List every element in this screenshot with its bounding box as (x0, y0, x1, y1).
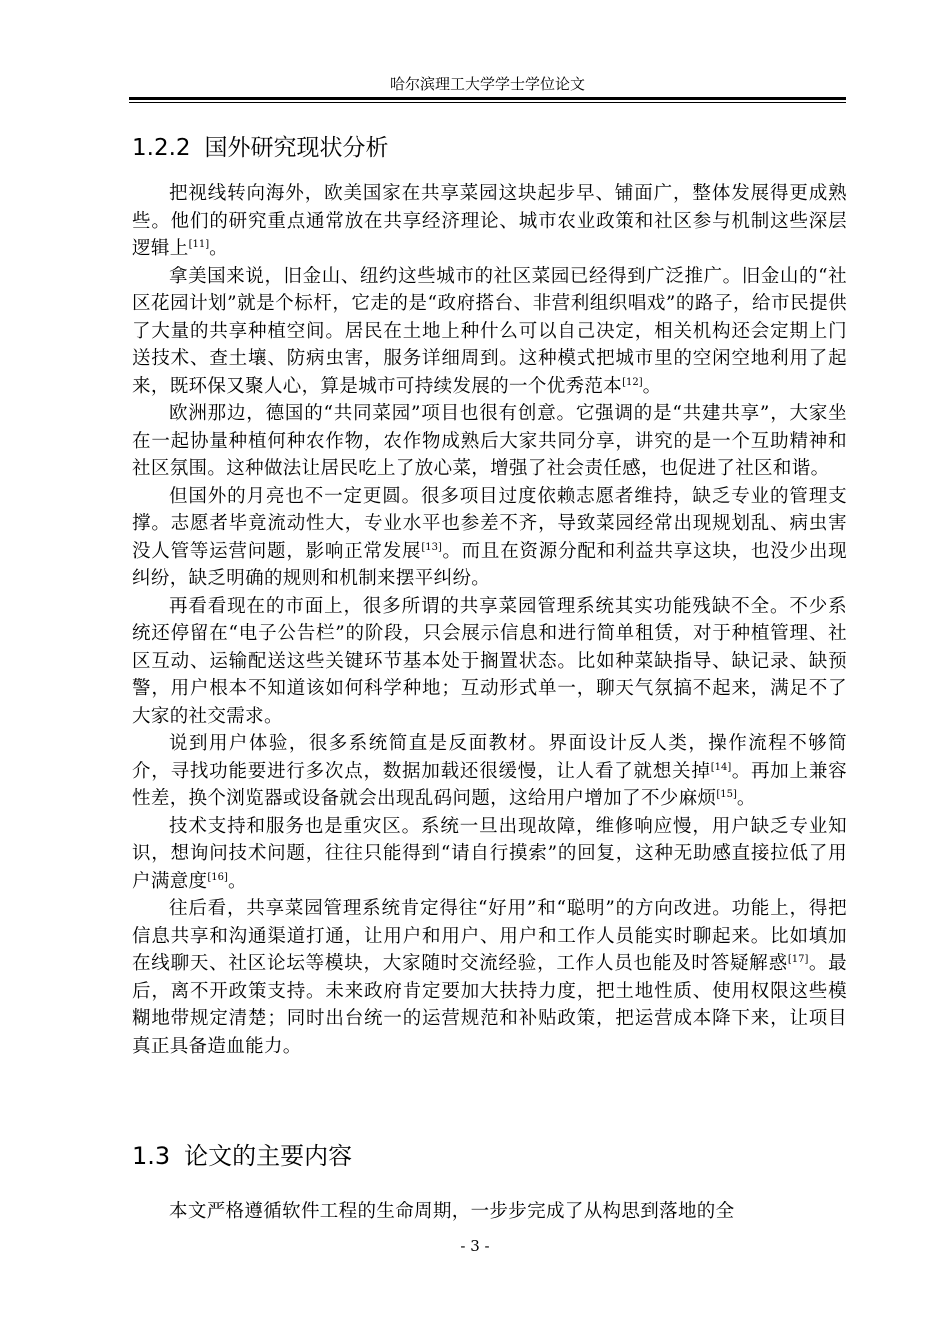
citation: [15] (716, 788, 737, 800)
citation: [12] (622, 376, 643, 388)
section-heading-1-3 (132, 1141, 352, 1171)
paragraph-text: 说到用户体验，很多系统简直是反面教材。界面设计反人类，操作流程不够简介，寻找功能要进行多次点，数据加载还很缓慢，让人看了就想关掉 (132, 733, 847, 782)
running-header: 哈尔滨理工大学学士学位论文 (389, 75, 585, 93)
paragraph-text: 把视线转向海外，欧美国家在共享菜园这块起步早、铺面广，整体发展得更成熟些。他们的研究重点通常放在共享经济理论、城市农业政策和社区参与机制这些深层逻辑上 (132, 183, 847, 259)
section-title: 国外研究现状分析 (204, 135, 389, 161)
page-number: - 3 - (460, 1237, 490, 1255)
header-rule-thin (129, 102, 846, 103)
paragraph-text: 往后看，共享菜园管理系统肯定得往“好用”和“聪明”的方向改进。功能上，得把信息共享和沟通渠道打通，让用户和用户、用户和工作人员能实时聊起来。比如填加在线聊天、社区论坛等模块，大家随时交流经验，工作人员也能及时答疑解惑 (132, 898, 847, 974)
paragraph-text: 再看看现在的市面上，很多所谓的共享菜园管理系统其实功能残缺不全。不少系统还停留在“电子公告栏”的阶段，只会展示信息和进行简单租赁，对于种植管理、社区互动、运输配送这些关键环节基本处于搁置状态。比如种菜缺指导、缺记录、缺预警，用户根本不知道该如何科学种地；互动形式单一，聊天气氛搞不起来，满足不了大家的社交需求。 (132, 595, 847, 727)
paragraph-tail: 。 (227, 870, 247, 892)
citation: [14] (710, 761, 732, 773)
paragraph-tail: 。最后，离不开政策支持。未来政府肯定要加大扶持力度，把土地性质、使用权限这些模糊地带规定清楚；同时出台统一的运营规范和补贴政策，把运营成本降下来，让项目真正具备造血能力。 (132, 953, 848, 1057)
body-text-continued (132, 1198, 847, 1226)
paragraph-tail: 。而且在资源分配和利益共享这块，也没少出现纠纷，缺乏明确的规则和机制来摆平纠纷。 (132, 540, 847, 589)
paragraph-tail: 。 (736, 788, 756, 809)
paragraph-text: 技术支持和服务也是重灾区。系统一旦出现故障，维修响应慢，用户缺乏专业知识，想询问技术问题，往往只能得到“请自行摸索”的回复，这种无助感直接拉低了用户满意度 (132, 815, 847, 892)
paragraph (132, 483, 847, 593)
section-title: 论文的主要内容 (184, 1142, 353, 1170)
section-heading-1-2-2 (132, 133, 389, 163)
paragraph (132, 400, 847, 483)
paragraph: 本文严格遵循软件工程的生命周期，一步步完成了从构思到落地的全 (169, 1201, 735, 1222)
citation: [17] (787, 953, 809, 965)
paragraph-tail: 。再加上兼容性差，换个浏览器或设备就会出现乱码问题，这给用户增加了不少麻烦 (132, 760, 847, 809)
section-number: 1.2.2 (132, 135, 191, 161)
paragraph (132, 730, 847, 813)
body-text (132, 180, 847, 1060)
paragraph (132, 895, 847, 1060)
paragraph-tail: 。 (209, 238, 228, 259)
paragraph-text: 欧洲那边，德国的“共同菜园”项目也很有创意。它强调的是“共建共享”，大家坐在一起协量种植何种农作物，农作物成熟后大家共同分享，讲究的是一个互助精神和社区氛围。这种做法让居民吃上了放心菜，增强了社会责任感，也促进了社区和谐。 (132, 403, 847, 479)
section-number: 1.3 (132, 1142, 171, 1170)
header-rule-thick (129, 97, 846, 100)
paragraph-tail: 。 (642, 375, 662, 397)
citation: [16] (207, 871, 228, 883)
paragraph (132, 593, 847, 731)
citation: [11] (188, 238, 210, 250)
paragraph-text: 但国外的月亮也不一定更圆。很多项目过度依赖志愿者维持，缺乏专业的管理支撑。志愿者毕竟流动性大，专业水平也参差不齐，导致菜园经常出现规划乱、病虫害没人管等运营问题，影响正常发展 (132, 485, 847, 562)
paragraph (132, 180, 847, 263)
paragraph-text: 拿美国来说，旧金山、纽约这些城市的社区菜园已经得到广泛推广。旧金山的“社区花园计划”就是个标杆，它走的是“政府搭台、非营利组织唱戏”的路子，给市民提供了大量的共享种植空间。居民在土地上种什么可以自己决定，相关机构还会定期上门送技术、查土壤、防病虫害，服务详细周到。这种模式把城市里的空闲空地利用了起来，既环保又聚人心，算是城市可持续发展的一个优秀范本 (132, 265, 847, 397)
paragraph (132, 813, 847, 896)
paragraph (132, 263, 847, 401)
citation: [13] (421, 541, 442, 553)
